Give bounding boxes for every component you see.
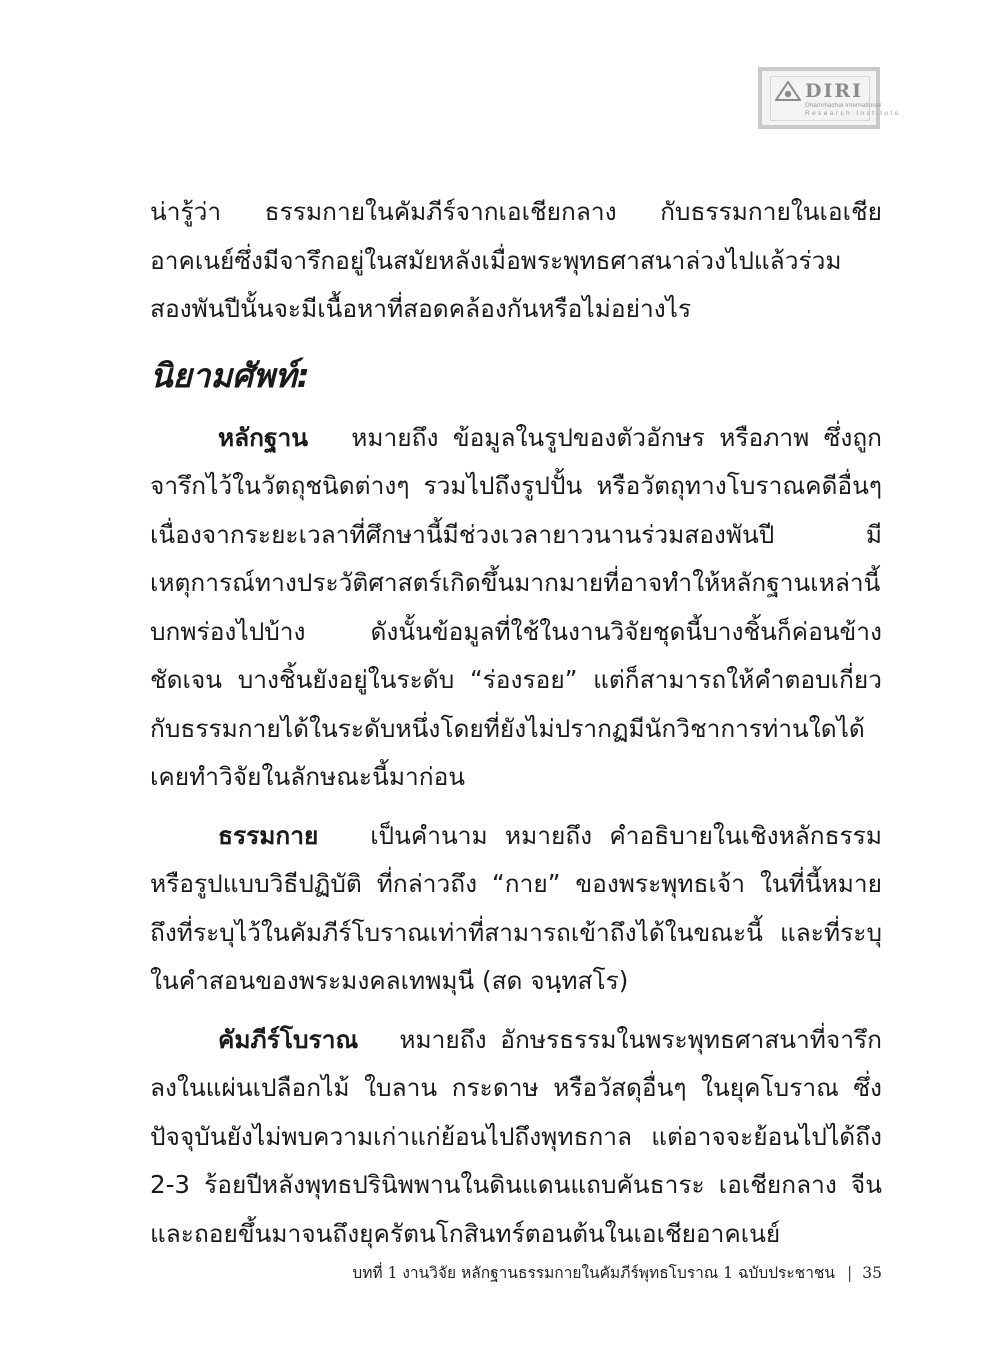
section-heading: นิยามศัพท์: bbox=[150, 355, 310, 395]
page-body bbox=[150, 188, 882, 1258]
definition-term: หลักฐาน bbox=[218, 422, 309, 452]
definition-text: หมายถึง ข้อมูลในรูปของตัวอักษร หรือภาพ ซึ่งถูกจารึกไว้ในวัตถุชนิดต่างๆ รวมไปถึงรูปปั้น หรือวัตถุทางโบราณคดีอื่นๆ เนื่องจากระยะเวลาที่ศึกษานี้มีช่วงเวลายาวนานร่วมสองพันปี มีเหตุการณ์ทางประวัติศาสตร์เกิดขึ้นมากมายที่อาจทำให้หลักฐานเหล่านี้บกพร่องไปบ้าง ดังนั้นข้อมูลที่ใช้ในงานวิจัยชุดนี้บางชิ้นก็ค่อนข้างชัดเจน บางชิ้นยังอยู่ในระดับ “ร่องรอย” แต่ก็สามารถให้คำตอบเกี่ยวกับธรรมกายได้ในระดับหนึ่งโดยที่ยังไม่ปรากฏมีนักวิชาการท่านใดได้เคยทำวิจัยในลักษณะนี้มาก่อน bbox=[150, 422, 882, 791]
definition-dhammakaya bbox=[150, 812, 882, 1006]
intro-paragraph: น่ารู้ว่า ธรรมกายในคัมภีร์จากเอเชียกลาง กับธรรมกายในเอเชียอาคเนย์ซึ่งมีจารึกอยู่ในสมัยหลังเมื่อพระพุทธศาสนาล่วงไปแล้วร่วมสองพันปีนั้นจะมีเนื้อหาที่สอดคล้องกันหรือไม่อย่างไร bbox=[150, 197, 882, 323]
logo-top-row bbox=[775, 80, 865, 102]
logo-title: DIRI bbox=[805, 80, 864, 102]
logo-frame bbox=[770, 76, 901, 121]
page-footer bbox=[300, 1260, 882, 1285]
page-number: 35 bbox=[862, 1264, 882, 1282]
logo-subtitle-line2: Research Institute bbox=[805, 110, 901, 117]
footer-separator: | bbox=[847, 1264, 853, 1282]
definition-text: หมายถึง อักษรธรรมในพระพุทธศาสนาที่จารึกลงในแผ่นเปลือกไม้ ใบลาน กระดาษ หรือวัสดุอื่นๆ ในยุคโบราณ ซึ่งปัจจุบันยังไม่พบความเก่าแก่ย้อนไปถึงพุทธกาล แต่อาจจะย้อนไปได้ถึง 2-3 ร้อยปีหลังพุทธปรินิพพานในดินแดนแถบคันธาระ เอเชียกลาง จีน และถอยขึ้นมาจนถึงยุครัตนโกสินทร์ตอนต้นในเอเชียอาคเนย์ bbox=[150, 1024, 882, 1248]
definition-term: ธรรมกาย bbox=[218, 820, 319, 850]
definition-text: เป็นคำนาม หมายถึง คำอธิบายในเชิงหลักธรรม หรือรูปแบบวิธีปฏิบัติ ที่กล่าวถึง “กาย” ของพระพุทธเจ้า ในที่นี้หมายถึงที่ระบุไว้ในคัมภีร์โบราณเท่าที่สามารถเข้าถึงได้ในขณะนี้ และที่ระบุในคำสอนของพระมงคลเทพมุนี (สด จนฺทสโร) bbox=[150, 820, 882, 995]
footer-chapter-title: บทที่ 1 งานวิจัย หลักฐานธรรมกายในคัมภีร์พุทธโบราณ 1 ฉบับประชาชน bbox=[352, 1264, 836, 1282]
triangle-emblem-icon bbox=[775, 81, 801, 101]
definition-term: คัมภีร์โบราณ bbox=[218, 1024, 359, 1054]
definition-ancient-scriptures bbox=[150, 1016, 882, 1259]
logo-subtitle-line1: Dhammachai International bbox=[805, 102, 881, 109]
diri-logo bbox=[758, 67, 901, 129]
definition-evidence bbox=[150, 414, 882, 802]
